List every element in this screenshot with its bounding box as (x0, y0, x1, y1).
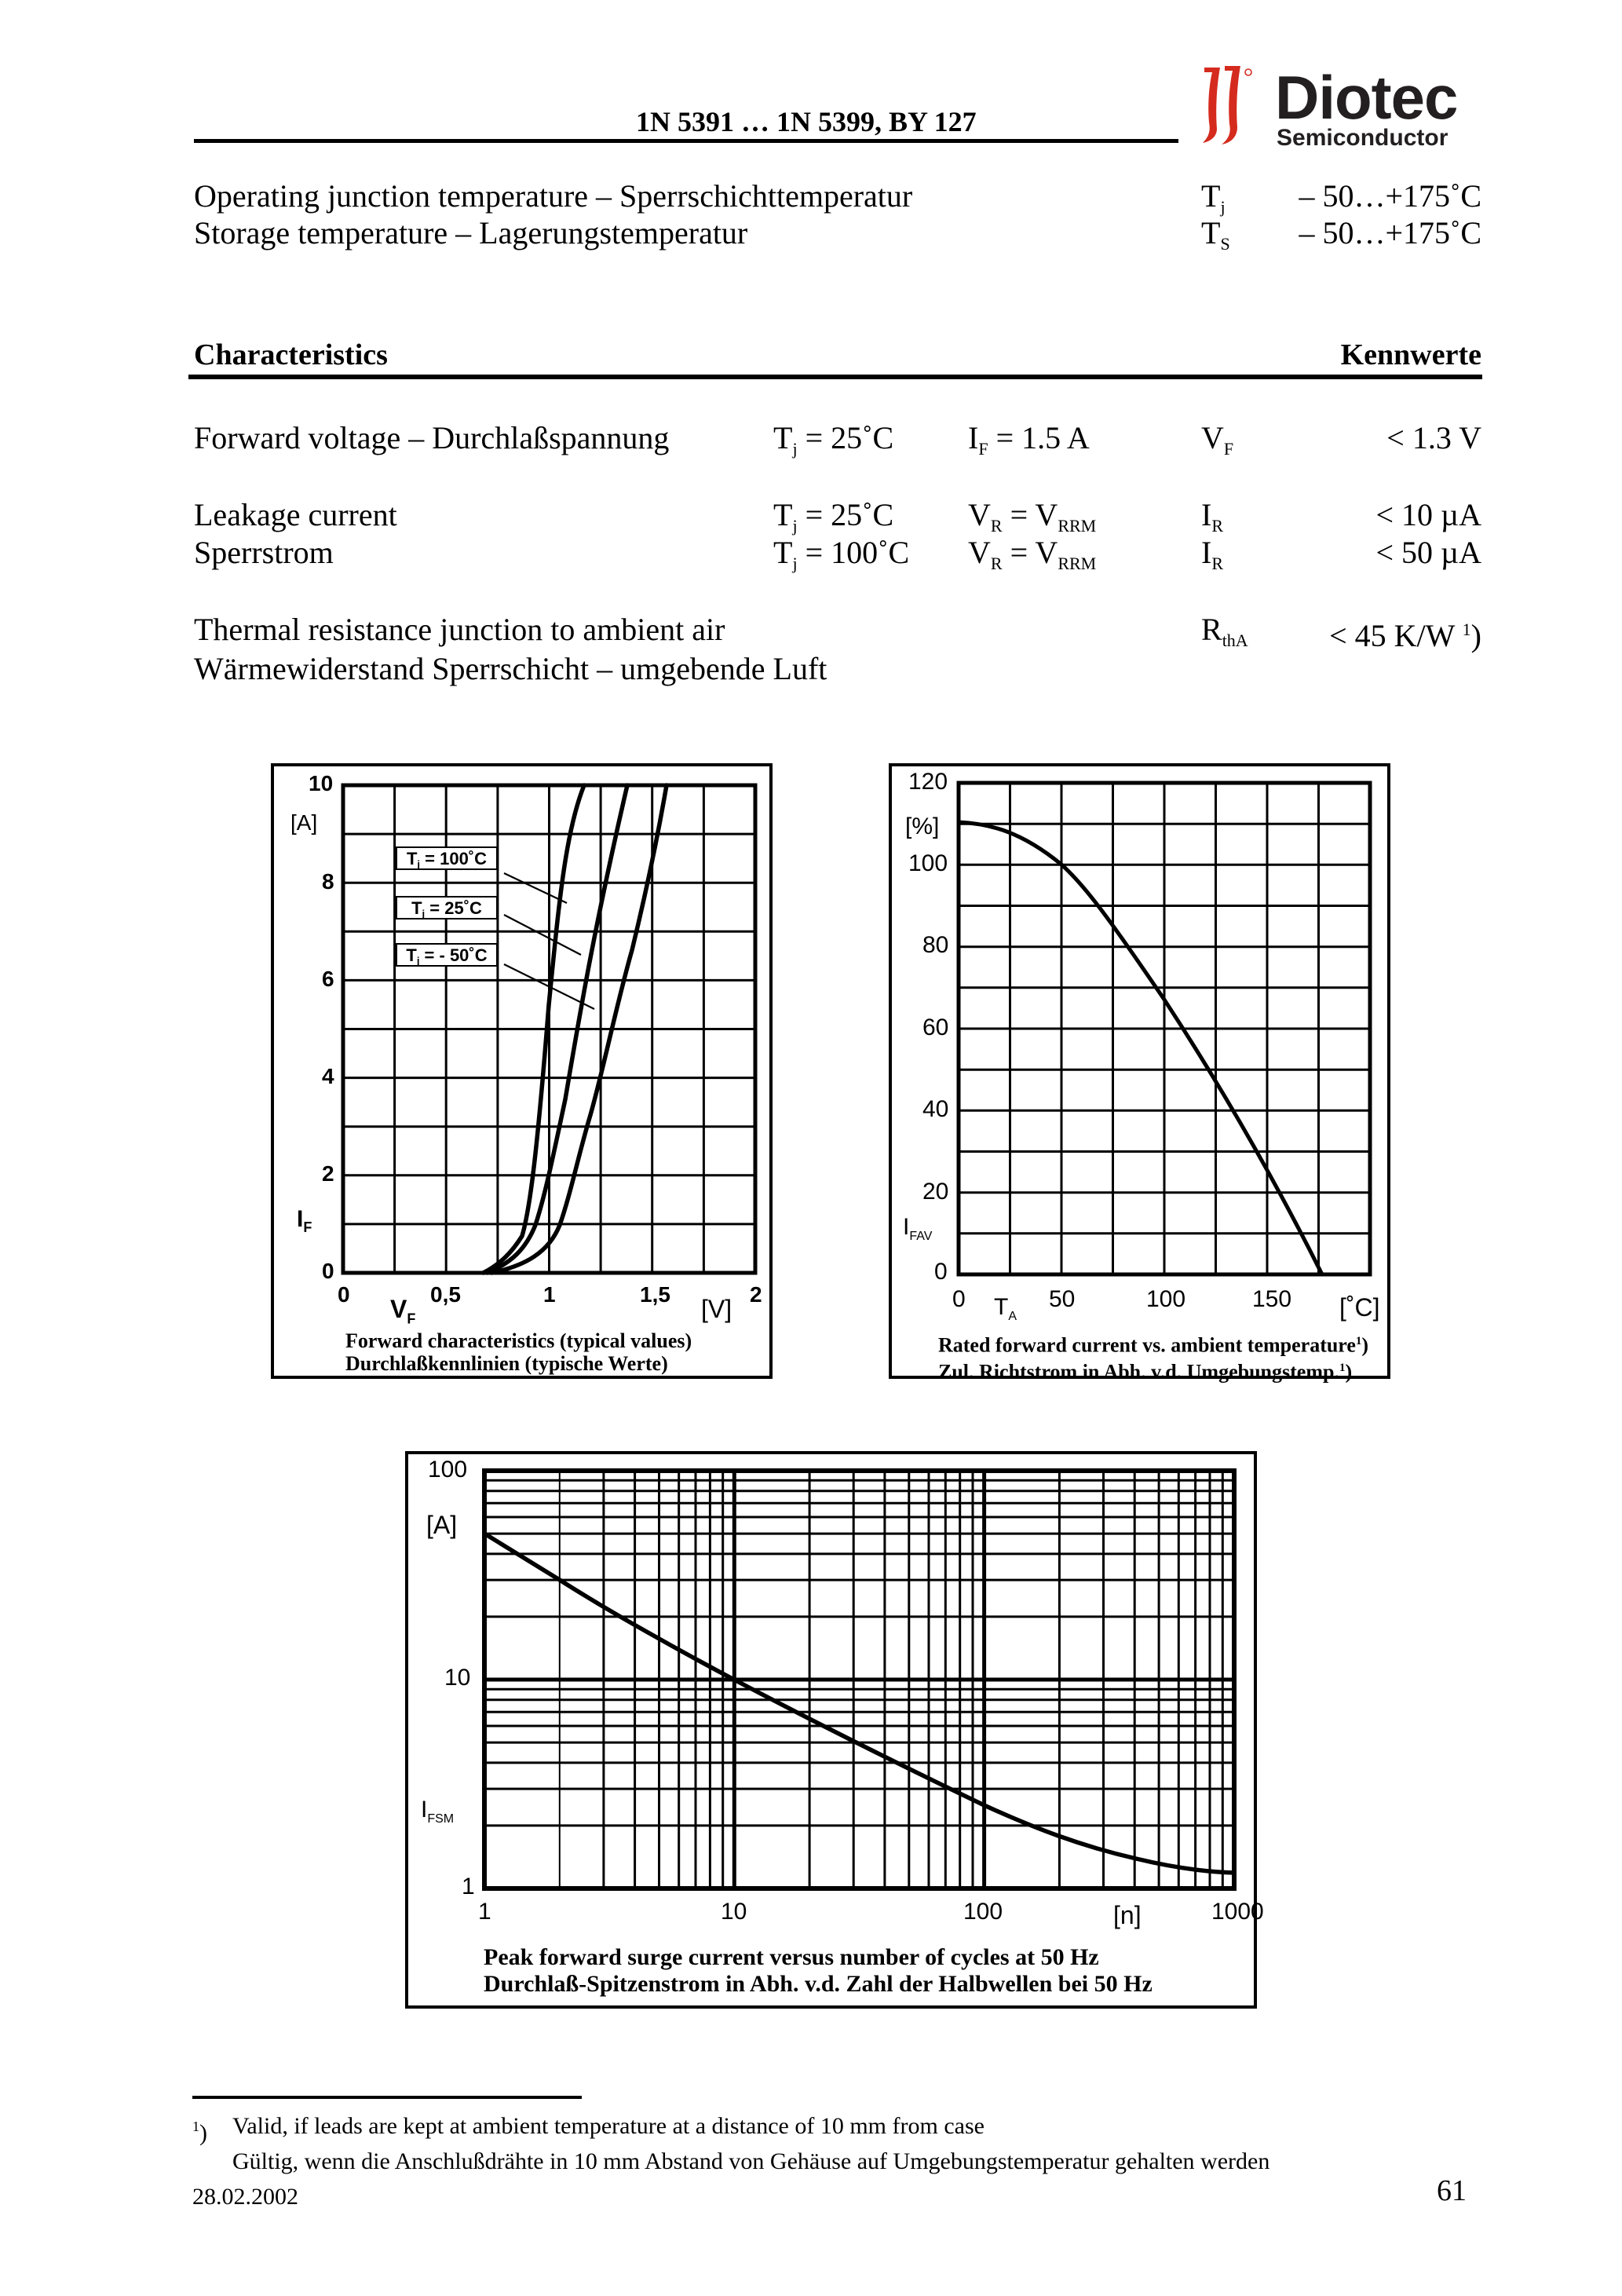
y-tick: 10 (444, 1665, 471, 1691)
y-tick: 8 (322, 869, 334, 894)
y-axis-label: $I_{FSM}$ (421, 1797, 455, 1826)
char-row-leakage-25 (194, 496, 1481, 534)
limit-label: Operating junction temperature – Sperrschichttemperatur (194, 178, 913, 214)
y-axis-label: $I_{FAV}$ (903, 1214, 933, 1243)
char-condition-1: $T_j$ = 25˚C (773, 420, 894, 459)
legend-tj-100: $T_j$ = 100˚C (396, 846, 498, 870)
char-row-thermal-resistance-de (194, 650, 1481, 688)
char-label: Sperrstrom (194, 535, 334, 570)
curve-ifsm (484, 1534, 1234, 1873)
char-label: Thermal resistance junction to ambient air (194, 612, 725, 647)
footnote-marker: $^1$) (192, 2119, 207, 2146)
char-symbol: $I_R$ (1201, 497, 1224, 536)
y-tick: 20 (922, 1179, 949, 1205)
char-row-leakage-100 (194, 534, 1481, 572)
x-tick: 1 (478, 1899, 491, 1925)
legend-tj-m50: $T_j$ = - 50˚C (396, 943, 498, 967)
x-tick: 0 (952, 1286, 966, 1312)
x-unit: [˚C] (1339, 1293, 1380, 1322)
x-tick: 0,5 (430, 1282, 461, 1307)
char-condition-2: $I_F = 1.5$ A (968, 420, 1090, 459)
y-tick: 80 (922, 932, 949, 958)
y-tick: 0 (322, 1259, 334, 1283)
x-tick: 1,5 (640, 1282, 670, 1307)
footnote-text-en: Valid, if leads are kept at ambient temperature at a distance of 10 mm from case (232, 2113, 985, 2139)
page-number: 61 (1437, 2174, 1467, 2207)
char-symbol: $R_{thA}$ (1201, 612, 1248, 650)
limit-row-operating (194, 177, 1481, 215)
limit-row-storage (194, 214, 1481, 252)
char-value: < 50 µA (1375, 535, 1481, 570)
x-tick: 100 (963, 1899, 1003, 1925)
char-value: < 10 µA (1375, 497, 1481, 532)
footnote-text-de: Gültig, wenn die Anschlußdrähte in 10 mm Abstand von Gehäuse auf Umgebungstemperatur gehalten werden (232, 2148, 1270, 2174)
chart-caption: Rated forward current vs. ambient temperature$^1$) Zul. Richtstrom in Abh. v.d. Umgebungstemp.$^1$) (938, 1333, 1369, 1384)
footer-date: 28.02.2002 (192, 2184, 298, 2210)
x-axis-label: $V_F$ (390, 1295, 416, 1327)
char-label: Wärmewiderstand Sperrschicht – umgebende Luft (194, 651, 827, 686)
x-unit: [n] (1113, 1901, 1142, 1929)
y-tick: 120 (908, 769, 948, 795)
diotec-logo (1200, 61, 1482, 151)
y-tick: 6 (322, 967, 334, 991)
x-tick: 10 (721, 1899, 747, 1925)
y-tick: 10 (309, 771, 334, 795)
x-tick: 1 (543, 1282, 556, 1307)
limit-label: Storage temperature – Lagerungstemperatur (194, 215, 748, 250)
limit-symbol: $T_j$ (1201, 178, 1226, 217)
y-tick: 60 (922, 1015, 949, 1040)
x-tick: 0 (338, 1282, 350, 1307)
char-row-thermal-resistance (194, 611, 1481, 653)
y-unit: [A] (290, 810, 318, 835)
chart-caption: Peak forward surge current versus number of cycles at 50 Hz Durchlaß-Spitzenstrom in Abh. v.d. Zahl der Halbwellen bei 50 Hz (484, 1944, 1153, 1997)
y-tick: 100 (908, 850, 948, 876)
x-unit: [V] (701, 1295, 732, 1323)
char-value: < 1.3 V (1386, 420, 1481, 455)
y-unit: [%] (905, 813, 940, 839)
x-tick: 50 (1049, 1286, 1076, 1312)
logo-tagline: Semiconductor (1277, 125, 1448, 151)
limit-value: – 50…+175˚C (1299, 178, 1481, 214)
y-tick: 100 (428, 1457, 468, 1483)
x-tick: 100 (1146, 1286, 1186, 1312)
legend-tj-25: $T_j$ = 25˚C (396, 896, 498, 919)
y-tick: 40 (922, 1096, 949, 1122)
char-row-forward-voltage (194, 419, 1481, 457)
heading-de: Kennwerte (1340, 338, 1481, 371)
header-rule (194, 139, 1178, 143)
char-condition-2: $V_R = V_{RRM}$ (968, 497, 1097, 536)
chart-rated-plot (959, 783, 1370, 1274)
diotec-logo-icon (1200, 61, 1255, 148)
char-condition-1: $T_j$ = 100˚C (773, 535, 910, 573)
char-symbol: $V_F$ (1201, 420, 1234, 459)
char-value: < 45 K/W $^1$) (1329, 618, 1481, 653)
char-condition-1: $T_j$ = 25˚C (773, 497, 894, 536)
y-tick: 4 (322, 1064, 334, 1088)
characteristics-heading (194, 336, 1481, 374)
y-unit: [A] (426, 1511, 458, 1539)
limit-value: – 50…+175˚C (1299, 215, 1481, 250)
y-tick: 0 (934, 1259, 948, 1285)
characteristics-rule (188, 375, 1482, 379)
heading-en: Characteristics (194, 338, 388, 371)
y-tick: 1 (462, 1874, 475, 1899)
footnote-rule (192, 2096, 582, 2099)
x-tick: 1000 (1211, 1899, 1264, 1925)
x-axis-label: $T_A$ (994, 1294, 1017, 1323)
chart-surge-plot (484, 1471, 1234, 1888)
char-symbol: $I_R$ (1201, 535, 1224, 573)
char-condition-2: $V_R = V_{RRM}$ (968, 535, 1097, 573)
document-title: 1N 5391 … 1N 5399, BY 127 (636, 106, 977, 137)
x-tick: 2 (750, 1282, 762, 1307)
logo-wordmark: Diotec (1275, 63, 1458, 132)
x-tick: 150 (1252, 1286, 1292, 1312)
y-tick: 2 (322, 1161, 334, 1186)
char-label: Forward voltage – Durchlaßspannung (194, 420, 670, 455)
limit-symbol: $T_S$ (1201, 215, 1230, 254)
y-axis-label: $I_F$ (297, 1206, 312, 1235)
chart-caption: Forward characteristics (typical values) Durchlaßkennlinien (typische Werte) (345, 1329, 692, 1375)
char-label: Leakage current (194, 497, 397, 532)
